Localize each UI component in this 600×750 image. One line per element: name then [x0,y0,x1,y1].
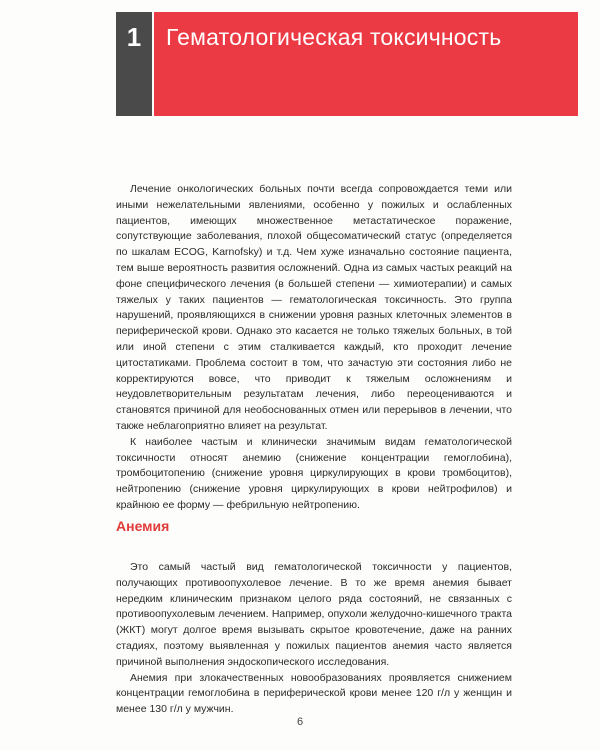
chapter-title: Гематологическая токсичность [166,24,502,50]
intro-paragraph: К наиболее частым и клинически значимым видам гематологической токсичности относят анемию (снижение концентрации гемоглобина), тромбоцитопению (снижение уровня циркулирующих в крови тромбоцитов), нейтропению (снижение уровня циркулирующих в крови нейтрофилов) и крайнюю ее форму — фебрильную нейтропению. [116,435,512,511]
chapter-number-box [116,12,152,116]
anemia-text [116,560,512,718]
page-number: 6 [296,716,304,728]
section-heading-anemia: Анемия [116,518,170,534]
intro-text [116,182,512,514]
chapter-title-box [154,12,578,116]
chapter-number: 1 [126,22,142,52]
anemia-paragraph: Анемия при злокачественных новообразованиях проявляется снижением концентрации гемоглобина в периферической крови менее 120 г/л у женщин и менее 130 г/л у мужчин. [116,671,512,716]
intro-paragraph: Лечение онкологических больных почти всегда сопровождается теми или иными нежелательными явлениями, особенно у пожилых и ослабленных пациентов, имеющих множественное метастатическое поражение, сопутствующие заболевания, плохой общесоматический статус (определяется по шкалам ECOG, Karnofsky) и т.д. Чем хуже изначально состояние пациента, тем выше вероятность развития осложнений. Одна из самых частых реакций на фоне специфического лечения (в большей степени — химиотерапии) и самых тяжелых у таких пациентов — гематологическая токсичность. Это группа нарушений, проявляющихся в снижении уровня разных клеточных элементов в периферической крови. Однако это касается не только тяжелых больных, в той или иной степени с этим сталкивается каждый, кто проходит лечение цитостатиками. Проблема состоит в том, что зачастую эти состояния либо не корректируются вовсе, что приводит к тяжелым осложнениям и неудовлетворительным результатам лечения, либо переоцениваются и становятся причиной для необоснованных отмен или перерывов в лечении, что также неблагоприятно влияет на результат. [116,183,512,432]
anemia-paragraph: Это самый частый вид гематологической токсичности у пациентов, получающих противоопухолевое лечение. В то же время анемия бывает нередким клиническим признаком целого ряда состояний, не связанных с противоопухолевым лечением. Например, опухоли желудочно-кишечного тракта (ЖКТ) могут долгое время вызывать скрытое кровотечение, даже на ранних стадиях, поэтому выявленная у пожилых пациентов анемия часто является причиной выполнения эндоскопического исследования. [116,561,512,668]
chapter-header [116,12,578,116]
